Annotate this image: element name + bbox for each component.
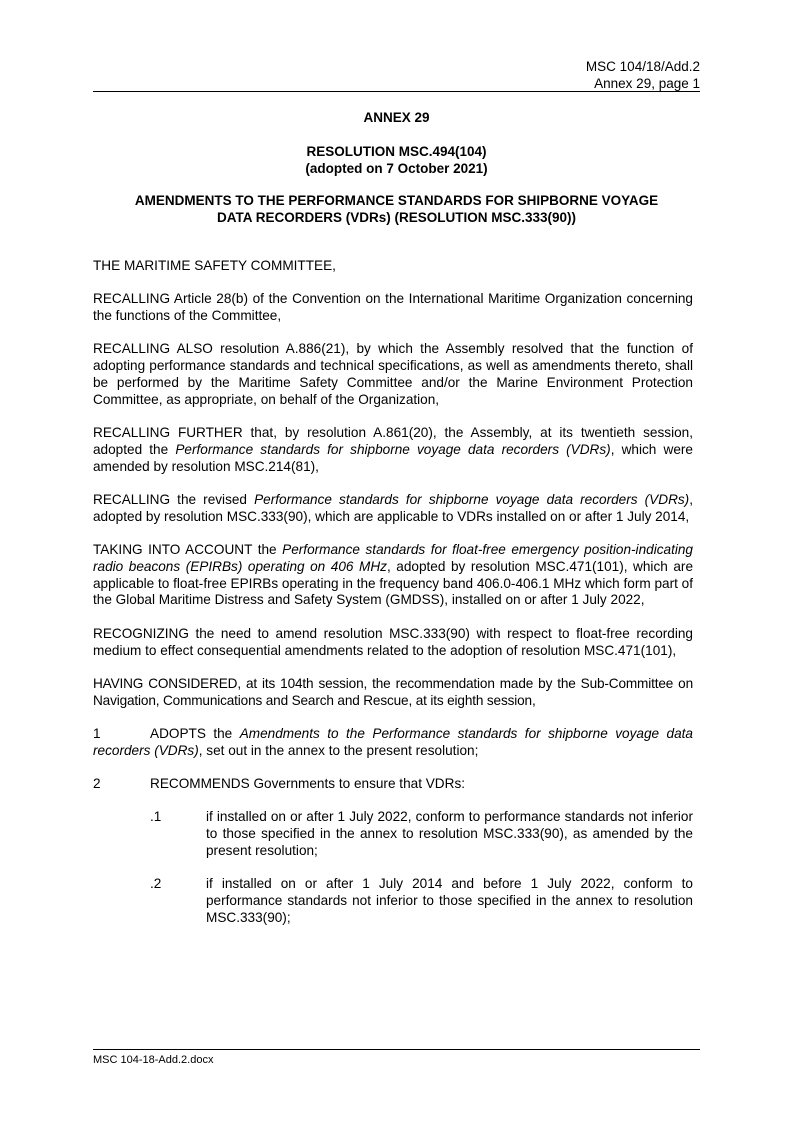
document-reference: MSC 104/18/Add.2	[585, 59, 700, 74]
page-header	[586, 59, 700, 92]
sub-number-1: .1	[150, 809, 162, 825]
header-rule	[93, 91, 700, 92]
sub-number-2: .2	[150, 876, 162, 892]
preamble-paragraph-6: RECOGNIZING the need to amend resolution MSC.333(90) with respect to float-free recording medium to effect consequential amendments related to the adoption of resolution MSC.471(101),	[93, 625, 693, 658]
committee-heading: THE MARITIME SAFETY COMMITTEE,	[93, 258, 336, 273]
preamble-paragraph-1: RECALLING Article 28(b) of the Convention on the International Maritime Organization concerning the functions of the Committee,	[93, 291, 693, 324]
subject-line-1: AMENDMENTS TO THE PERFORMANCE STANDARDS FOR SHIPBORNE VOYAGE	[134, 193, 659, 208]
operative-number-2: 2	[93, 776, 101, 792]
preamble-paragraph-5: TAKING INTO ACCOUNT the Performance standards for float-free emergency position-indicating radio beacons (EPIRBs) operating on 406 MHz, adopted by resolution MSC.471(101), which are applicable to float-free EPIRBs operating in the frequency band 406.0-406.1 MHz which form part of the Global Maritime Distress and Safety System (GMDSS), installed on or after 1 July 2022,	[93, 542, 693, 608]
sub-paragraph-2: .2 if installed on or after 1 July 2014 and before 1 July 2022, conform to performance standards not inferior to those specified in the annex to resolution MSC.333(90);	[150, 876, 693, 925]
footer-filename: MSC 104-18-Add.2.docx	[93, 1054, 214, 1066]
preamble-paragraph-7: HAVING CONSIDERED, at its 104th session, the recommendation made by the Sub-Committee on Navigation, Communications and Search and Rescue, at its eighth session,	[93, 675, 693, 708]
adoption-date: (adopted on 7 October 2021)	[305, 160, 488, 176]
sub-paragraph-1: .1 if installed on or after 1 July 2022, conform to performance standards not inferior to those specified in the annex to resolution MSC.333(90), as amended by the present resolution;	[150, 809, 693, 858]
preamble-paragraph-4: RECALLING the revised Performance standards for shipborne voyage data recorders (VDRs), adopted by resolution MSC.333(90), which are applicable to VDRs installed on or after 1 July 2014,	[93, 491, 693, 524]
operative-paragraph-1: 1 ADOPTS the Amendments to the Performance standards for shipborne voyage data recorders (VDRs), set out in the annex to the present resolution;	[93, 725, 693, 758]
document-body	[93, 258, 693, 943]
resolution-number: RESOLUTION MSC.494(104)	[306, 144, 487, 159]
operative-number-1: 1	[93, 725, 101, 741]
preamble-paragraph-3: RECALLING FURTHER that, by resolution A.861(20), the Assembly, at its twentieth session, adopted the Performance standards for shipborne voyage data recorders (VDRs), which were amended by resolution MSC.214(81),	[93, 425, 693, 474]
annex-title: ANNEX 29	[363, 110, 430, 125]
preamble-paragraph-2: RECALLING ALSO resolution A.886(21), by which the Assembly resolved that the function of adopting performance standards and technical specifications, as well as amendments thereto, shall be performed by the Maritime Safety Committee and/or the Marine Environment Protection Committee, as appropriate, on behalf of the Organization,	[93, 341, 693, 407]
resolution-subject	[93, 193, 700, 226]
page-reference: Annex 29, page 1	[594, 75, 700, 91]
footer-rule	[93, 1049, 700, 1050]
operative-paragraph-2: 2 RECOMMENDS Governments to ensure that VDRs:	[93, 776, 466, 792]
resolution-heading	[93, 144, 700, 177]
subject-line-2: DATA RECORDERS (VDRs) (RESOLUTION MSC.333(90))	[216, 209, 577, 225]
